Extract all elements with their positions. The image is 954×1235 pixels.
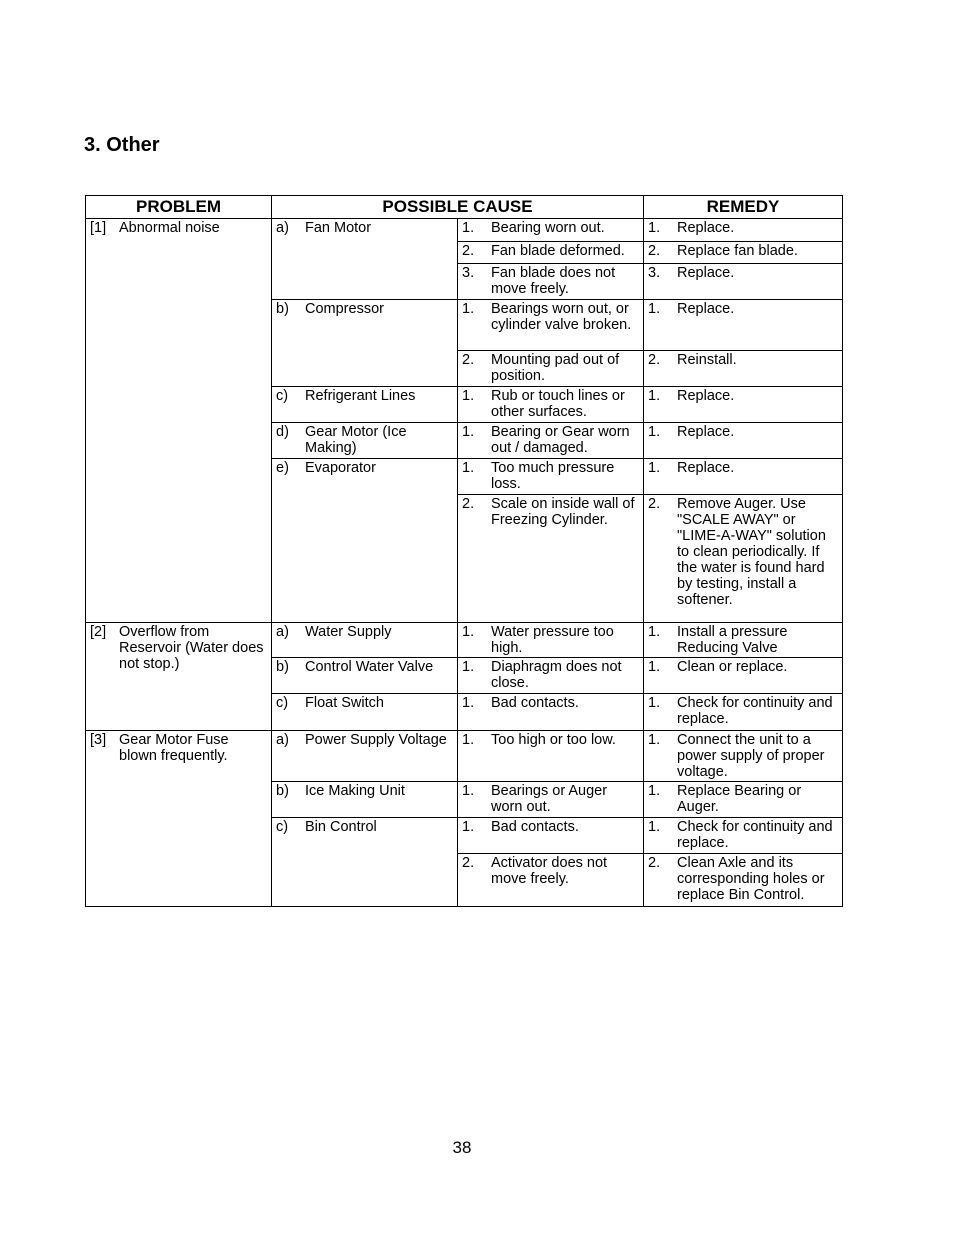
header-remedy: REMEDY — [644, 196, 843, 219]
remedy-cell-number: 2. — [648, 352, 661, 368]
remedy-cell-line — [648, 388, 838, 404]
cause-detail-cell-text: Bearings or Auger worn out. — [491, 783, 608, 815]
remedy-cell-text: Install a pressure Reducing Valve — [677, 624, 788, 656]
remedy-cell-line — [648, 265, 838, 281]
problem-cell-line — [90, 624, 267, 672]
cause-category-cell — [272, 300, 458, 387]
remedy-cell-number: 1. — [648, 695, 661, 711]
cause-detail-cell — [458, 694, 644, 731]
cause-detail-cell-line — [462, 243, 639, 259]
remedy-cell-number: 2. — [648, 855, 661, 871]
cause-detail-cell-text: Bad contacts. — [491, 819, 579, 835]
cause-detail-cell — [458, 264, 644, 300]
cause-category-cell-text: Power Supply Voltage — [305, 732, 447, 748]
cause-category-cell — [272, 658, 458, 694]
cause-detail-cell — [458, 854, 644, 907]
cause-detail-cell-text: Too much pressure loss. — [491, 460, 615, 492]
cause-detail-cell-number: 2. — [462, 243, 475, 259]
cause-detail-cell-line — [462, 424, 639, 456]
remedy-cell-number: 1. — [648, 460, 661, 476]
cause-category-cell-number: e) — [276, 460, 289, 476]
cause-category-cell-line — [276, 220, 453, 236]
remedy-cell-number: 1. — [648, 783, 661, 799]
cause-detail-cell-number: 1. — [462, 388, 475, 404]
cause-category-cell — [272, 782, 458, 818]
remedy-cell-line — [648, 855, 838, 903]
cause-category-cell-line — [276, 819, 453, 835]
cause-category-cell — [272, 459, 458, 623]
cause-detail-cell-number: 1. — [462, 424, 475, 440]
remedy-cell-text: Remove Auger. Use "SCALE AWAY" or "LIME-A-WAY" solution to clean periodically. If the water is found hard by testing, install a softener. — [677, 496, 826, 608]
cause-detail-cell-line — [462, 220, 639, 236]
cause-category-cell — [272, 423, 458, 459]
cause-category-cell — [272, 694, 458, 731]
problem-cell-line — [90, 220, 267, 236]
cause-detail-cell-number: 2. — [462, 496, 475, 512]
cause-category-cell-number: d) — [276, 424, 289, 440]
cause-category-cell-number: c) — [276, 388, 289, 404]
cause-detail-cell-line — [462, 388, 639, 420]
header-row — [86, 196, 843, 219]
cause-detail-cell — [458, 495, 644, 623]
cause-detail-cell-number: 1. — [462, 659, 475, 675]
remedy-cell-line — [648, 659, 838, 675]
cause-detail-cell-text: Rub or touch lines or other surfaces. — [491, 388, 625, 420]
problem-cell-number: [3] — [90, 732, 107, 748]
remedy-cell-number: 1. — [648, 732, 661, 748]
cause-detail-cell-line — [462, 460, 639, 492]
cause-category-cell-text: Float Switch — [305, 695, 384, 711]
cause-detail-cell — [458, 623, 644, 658]
cause-detail-cell — [458, 242, 644, 264]
cause-detail-cell-text: Scale on inside wall of Freezing Cylinder. — [491, 496, 635, 528]
cause-detail-cell — [458, 423, 644, 459]
remedy-cell — [644, 264, 843, 300]
cause-category-cell-text: Evaporator — [305, 460, 376, 476]
remedy-cell-number: 3. — [648, 265, 661, 281]
cause-detail-cell-line — [462, 783, 639, 815]
cause-detail-cell-text: Mounting pad out of position. — [491, 352, 620, 384]
table-row — [86, 219, 843, 242]
cause-detail-cell — [458, 731, 644, 782]
cause-detail-cell-text: Bearing or Gear worn out / damaged. — [491, 424, 630, 456]
remedy-cell — [644, 818, 843, 854]
remedy-cell — [644, 658, 843, 694]
cause-detail-cell-number: 1. — [462, 732, 475, 748]
cause-detail-cell-text: Bad contacts. — [491, 695, 579, 711]
cause-detail-cell-line — [462, 819, 639, 835]
remedy-cell-line — [648, 783, 838, 815]
cause-category-cell-line — [276, 659, 453, 675]
cause-category-cell-line — [276, 388, 453, 404]
cause-detail-cell-number: 3. — [462, 265, 475, 281]
cause-category-cell-number: b) — [276, 783, 289, 799]
cause-detail-cell — [458, 782, 644, 818]
cause-detail-cell-number: 1. — [462, 460, 475, 476]
remedy-cell-line — [648, 732, 838, 780]
cause-category-cell-number: a) — [276, 220, 289, 236]
cause-detail-cell-number: 1. — [462, 301, 475, 317]
problem-cell — [86, 219, 272, 623]
cause-detail-cell-text: Fan blade does not move freely. — [491, 265, 616, 297]
remedy-cell-text: Replace. — [677, 301, 735, 317]
cause-category-cell-text: Control Water Valve — [305, 659, 434, 675]
cause-category-cell — [272, 731, 458, 782]
troubleshooting-table — [85, 195, 843, 907]
remedy-cell — [644, 219, 843, 242]
remedy-cell — [644, 782, 843, 818]
cause-detail-cell — [458, 459, 644, 495]
cause-category-cell-text: Bin Control — [305, 819, 377, 835]
cause-category-cell — [272, 387, 458, 423]
cause-detail-cell — [458, 351, 644, 387]
problem-cell-text: Overflow from Reservoir (Water does not stop.) — [119, 624, 264, 672]
remedy-cell-number: 1. — [648, 301, 661, 317]
cause-detail-cell-line — [462, 855, 639, 887]
cause-detail-cell-text: Activator does not move freely. — [491, 855, 608, 887]
remedy-cell-line — [648, 352, 838, 368]
cause-category-cell — [272, 219, 458, 300]
remedy-cell-line — [648, 243, 838, 259]
remedy-cell-text: Check for continuity and replace. — [677, 819, 833, 851]
remedy-cell — [644, 242, 843, 264]
problem-cell-number: [2] — [90, 624, 107, 640]
table-row — [86, 731, 843, 782]
remedy-cell-text: Replace fan blade. — [677, 243, 798, 259]
problem-cell-text: Abnormal noise — [119, 220, 220, 236]
cause-detail-cell-text: Fan blade deformed. — [491, 243, 625, 259]
cause-detail-cell-number: 1. — [462, 783, 475, 799]
cause-category-cell-number: a) — [276, 732, 289, 748]
table-row — [86, 623, 843, 658]
remedy-cell — [644, 731, 843, 782]
remedy-cell-line — [648, 424, 838, 440]
cause-detail-cell-text: Diaphragm does not close. — [491, 659, 622, 691]
section-title: 3. Other — [84, 134, 160, 156]
problem-cell — [86, 623, 272, 731]
cause-detail-cell — [458, 818, 644, 854]
cause-detail-cell-line — [462, 659, 639, 691]
cause-category-cell-text: Gear Motor (Ice Making) — [305, 424, 407, 456]
cause-category-cell-number: c) — [276, 819, 289, 835]
cause-detail-cell — [458, 300, 644, 351]
remedy-cell — [644, 854, 843, 907]
cause-detail-cell-text: Bearings worn out, or cylinder valve broken. — [491, 301, 632, 333]
remedy-cell-text: Reinstall. — [677, 352, 737, 368]
cause-detail-cell-text: Bearing worn out. — [491, 220, 605, 236]
cause-category-cell-text: Water Supply — [305, 624, 392, 640]
cause-category-cell-line — [276, 783, 453, 799]
cause-detail-cell-line — [462, 265, 639, 297]
cause-detail-cell-line — [462, 624, 639, 656]
cause-detail-cell-line — [462, 732, 639, 748]
header-problem: PROBLEM — [86, 196, 272, 219]
cause-detail-cell-number: 1. — [462, 695, 475, 711]
cause-category-cell-number: b) — [276, 301, 289, 317]
cause-category-cell-number: c) — [276, 695, 289, 711]
page-number: 38 — [452, 1138, 472, 1157]
remedy-cell-number: 1. — [648, 819, 661, 835]
cause-detail-cell-text: Water pressure too high. — [491, 624, 614, 656]
cause-detail-cell — [458, 658, 644, 694]
remedy-cell-number: 1. — [648, 388, 661, 404]
remedy-cell-text: Replace Bearing or Auger. — [677, 783, 802, 815]
remedy-cell-line — [648, 220, 838, 236]
remedy-cell-text: Replace. — [677, 460, 735, 476]
cause-detail-cell-number: 2. — [462, 855, 475, 871]
cause-detail-cell-line — [462, 301, 639, 333]
cause-detail-cell-number: 1. — [462, 220, 475, 236]
cause-category-cell — [272, 818, 458, 907]
cause-detail-cell-text: Too high or too low. — [491, 732, 616, 748]
table-body — [86, 219, 843, 907]
cause-category-cell-text: Ice Making Unit — [305, 783, 405, 799]
cause-detail-cell-line — [462, 695, 639, 711]
cause-category-cell-text: Refrigerant Lines — [305, 388, 416, 404]
remedy-cell-text: Replace. — [677, 424, 735, 440]
problem-cell-number: [1] — [90, 220, 107, 236]
cause-detail-cell-line — [462, 352, 639, 384]
cause-detail-cell-line — [462, 496, 639, 528]
cause-category-cell-line — [276, 732, 453, 748]
problem-cell-line — [90, 732, 267, 764]
cause-category-cell — [272, 623, 458, 658]
cause-detail-cell-number: 1. — [462, 819, 475, 835]
remedy-cell-number: 1. — [648, 424, 661, 440]
remedy-cell-line — [648, 496, 838, 608]
cause-category-cell-number: b) — [276, 659, 289, 675]
remedy-cell-number: 1. — [648, 624, 661, 640]
remedy-cell-number: 2. — [648, 243, 661, 259]
remedy-cell-text: Clean Axle and its corresponding holes or replace Bin Control. — [677, 855, 825, 903]
remedy-cell — [644, 387, 843, 423]
cause-detail-cell — [458, 387, 644, 423]
remedy-cell-text: Clean or replace. — [677, 659, 788, 675]
remedy-cell-line — [648, 819, 838, 851]
remedy-cell-line — [648, 301, 838, 317]
problem-cell-text: Gear Motor Fuse blown frequently. — [119, 732, 229, 764]
cause-detail-cell-number: 2. — [462, 352, 475, 368]
remedy-cell — [644, 351, 843, 387]
cause-category-cell-line — [276, 695, 453, 711]
remedy-cell-text: Replace. — [677, 220, 735, 236]
cause-detail-cell-number: 1. — [462, 624, 475, 640]
remedy-cell-text: Check for continuity and replace. — [677, 695, 833, 727]
remedy-cell-line — [648, 624, 838, 656]
remedy-cell-number: 1. — [648, 220, 661, 236]
remedy-cell-text: Replace. — [677, 388, 735, 404]
header-possible-cause: POSSIBLE CAUSE — [272, 196, 644, 219]
problem-cell — [86, 731, 272, 907]
cause-category-cell-line — [276, 460, 453, 476]
remedy-cell — [644, 459, 843, 495]
cause-category-cell-number: a) — [276, 624, 289, 640]
cause-category-cell-text: Compressor — [305, 301, 384, 317]
remedy-cell-text: Connect the unit to a power supply of proper voltage. — [677, 732, 825, 780]
cause-category-cell-line — [276, 624, 453, 640]
remedy-cell-number: 2. — [648, 496, 661, 512]
cause-detail-cell — [458, 219, 644, 242]
cause-category-cell-line — [276, 424, 453, 456]
remedy-cell-line — [648, 460, 838, 476]
remedy-cell — [644, 694, 843, 731]
remedy-cell-line — [648, 695, 838, 727]
cause-category-cell-text: Fan Motor — [305, 220, 372, 236]
cause-category-cell-line — [276, 301, 453, 317]
remedy-cell — [644, 300, 843, 351]
remedy-cell — [644, 623, 843, 658]
remedy-cell — [644, 423, 843, 459]
remedy-cell-text: Replace. — [677, 265, 735, 281]
remedy-cell-number: 1. — [648, 659, 661, 675]
remedy-cell — [644, 495, 843, 623]
